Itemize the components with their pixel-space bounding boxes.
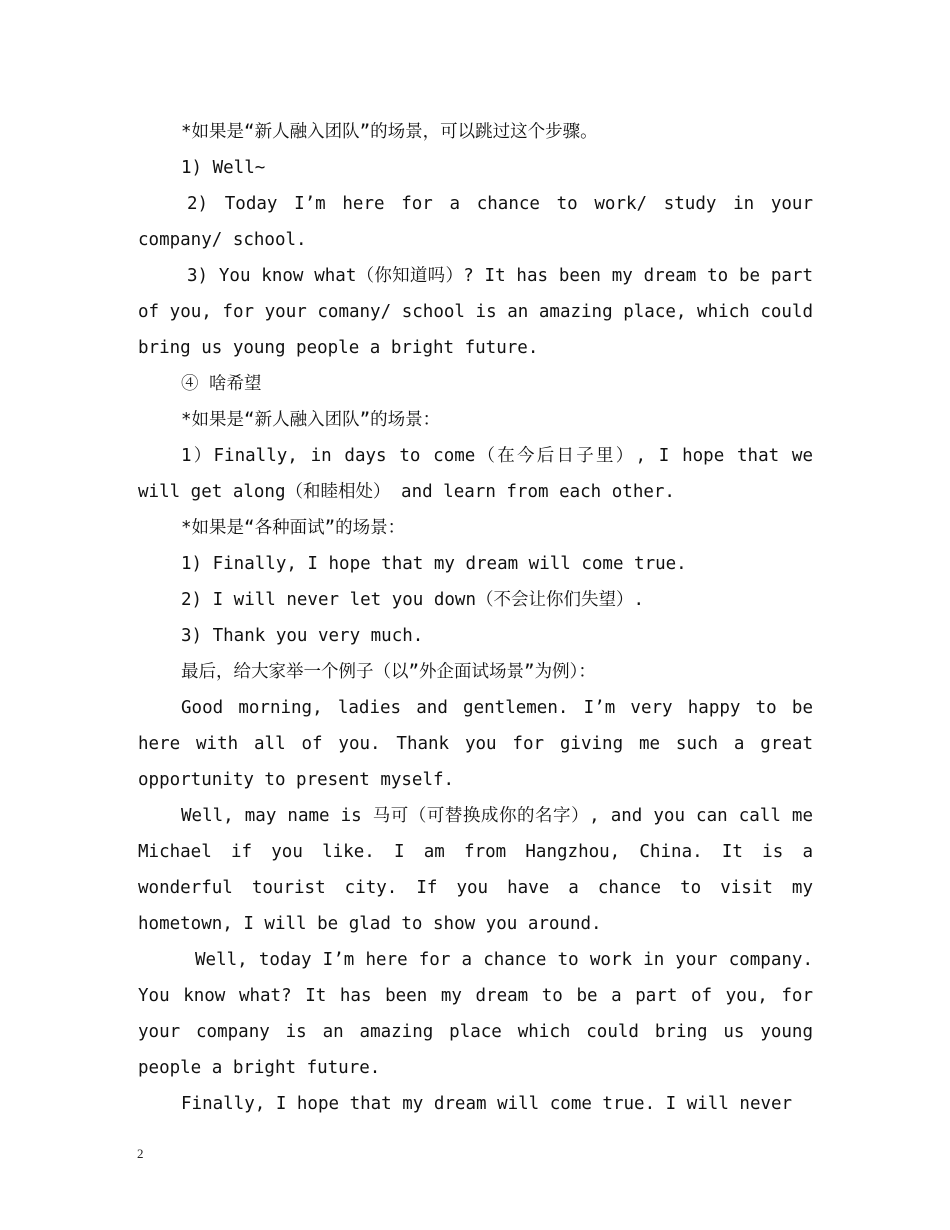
- paragraph-list-item: 3) Thank you very much.: [181, 626, 424, 646]
- paragraph-example-text: Well, may name is 马可（可替换成你的名字）, and you can call me Michael if you like. I am from Hangzhou, China. It is a wonderful tourist city. If you have a chance to visit my hometown, I will be glad to show you around.: [138, 806, 813, 934]
- paragraph-example-text: Finally, I hope that my dream will come true. I will never: [181, 1094, 793, 1114]
- paragraph-list-item: 1) Finally, I hope that my dream will come true.: [181, 554, 687, 574]
- paragraph-example-intro: 最后，给大家举一个例子（以”外企面试场景”为例）：: [181, 662, 596, 682]
- paragraph-example-text: Well, today I’m here for a chance to work in your company. You know what? It has been my dream to be a part of you, for your company is an amazing place which could bring us young people a bright future.: [138, 950, 813, 1078]
- page-number: 2: [137, 1146, 144, 1161]
- paragraph-list-item: 1）Finally, in days to come（在今后日子里）, I hope that we will get along（和睦相处） and learn from each other.: [138, 446, 813, 502]
- paragraph-note-team: *如果是“新人融入团队”的场景：: [181, 410, 441, 430]
- paragraph-list-item: 2) Today I’m here for a chance to work/ study in your company/ school.: [138, 194, 813, 250]
- document-body: [138, 114, 813, 1122]
- paragraph-list-item: 3) You know what（你知道吗）? It has been my dream to be part of you, for your comany/ school is an amazing place, which could bring us young people a bright future.: [138, 266, 813, 358]
- section-heading-hope: ④ 啥希望: [181, 374, 262, 394]
- paragraph-example-text: Good morning, ladies and gentlemen. I’m very happy to be here with all of you. Thank you for giving me such a great opportunity to present myself.: [138, 698, 813, 790]
- paragraph-note-skip-step: *如果是“新人融入团队”的场景，可以跳过这个步骤。: [181, 122, 598, 142]
- paragraph-list-item: 1) Well~: [181, 158, 266, 178]
- paragraph-list-item: 2) I will never let you down（不会让你们失望）.: [181, 590, 645, 610]
- paragraph-note-interview: *如果是“各种面试”的场景：: [181, 518, 406, 538]
